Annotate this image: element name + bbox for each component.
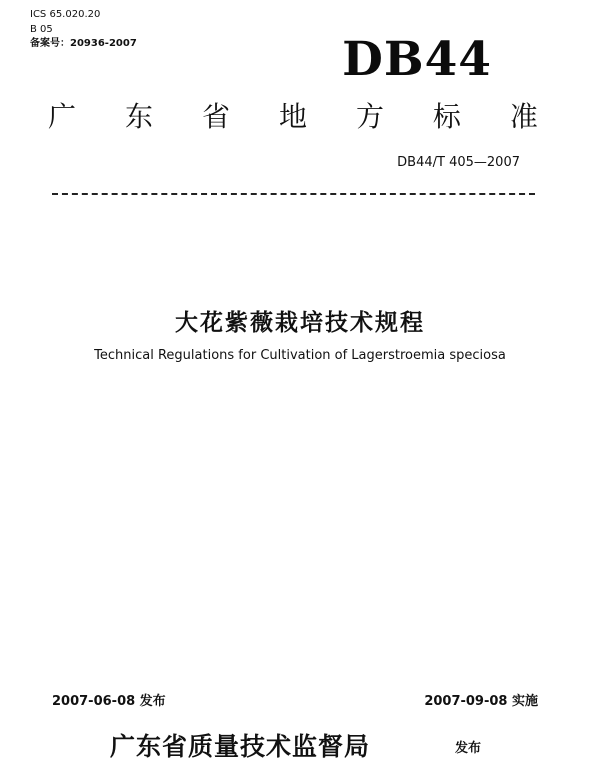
ics-number: ICS 65.020.20 (30, 9, 101, 20)
standard-type-char: 准 (509, 100, 538, 133)
document-title-cn: 大花紫薇栽培技术规程 (175, 310, 425, 336)
standard-type-char: 广 (48, 100, 77, 133)
standard-type-char: 东 (124, 100, 153, 133)
ccs-number: B 05 (30, 24, 53, 35)
header-divider (52, 193, 535, 195)
standard-type-char: 方 (355, 100, 384, 133)
standard-type-char: 地 (278, 100, 307, 133)
standard-number: DB44/T 405—2007 (397, 155, 520, 170)
issuing-authority: 广东省质量技术监督局 (110, 732, 371, 761)
issue-date: 2007-06-08 发布 (52, 694, 166, 709)
implementation-date: 2007-09-08 实施 (424, 694, 538, 709)
standard-type-char: 省 (201, 100, 230, 133)
standard-type-char: 标 (432, 100, 461, 133)
document-title-en: Technical Regulations for Cultivation of Lagerstroemia speciosa (94, 348, 506, 363)
standard-type-heading (48, 100, 538, 134)
standard-code: DB44 (342, 32, 492, 87)
filing-number: 备案号：20936-2007 (30, 38, 137, 49)
issuer-suffix: 发布 (455, 741, 482, 756)
